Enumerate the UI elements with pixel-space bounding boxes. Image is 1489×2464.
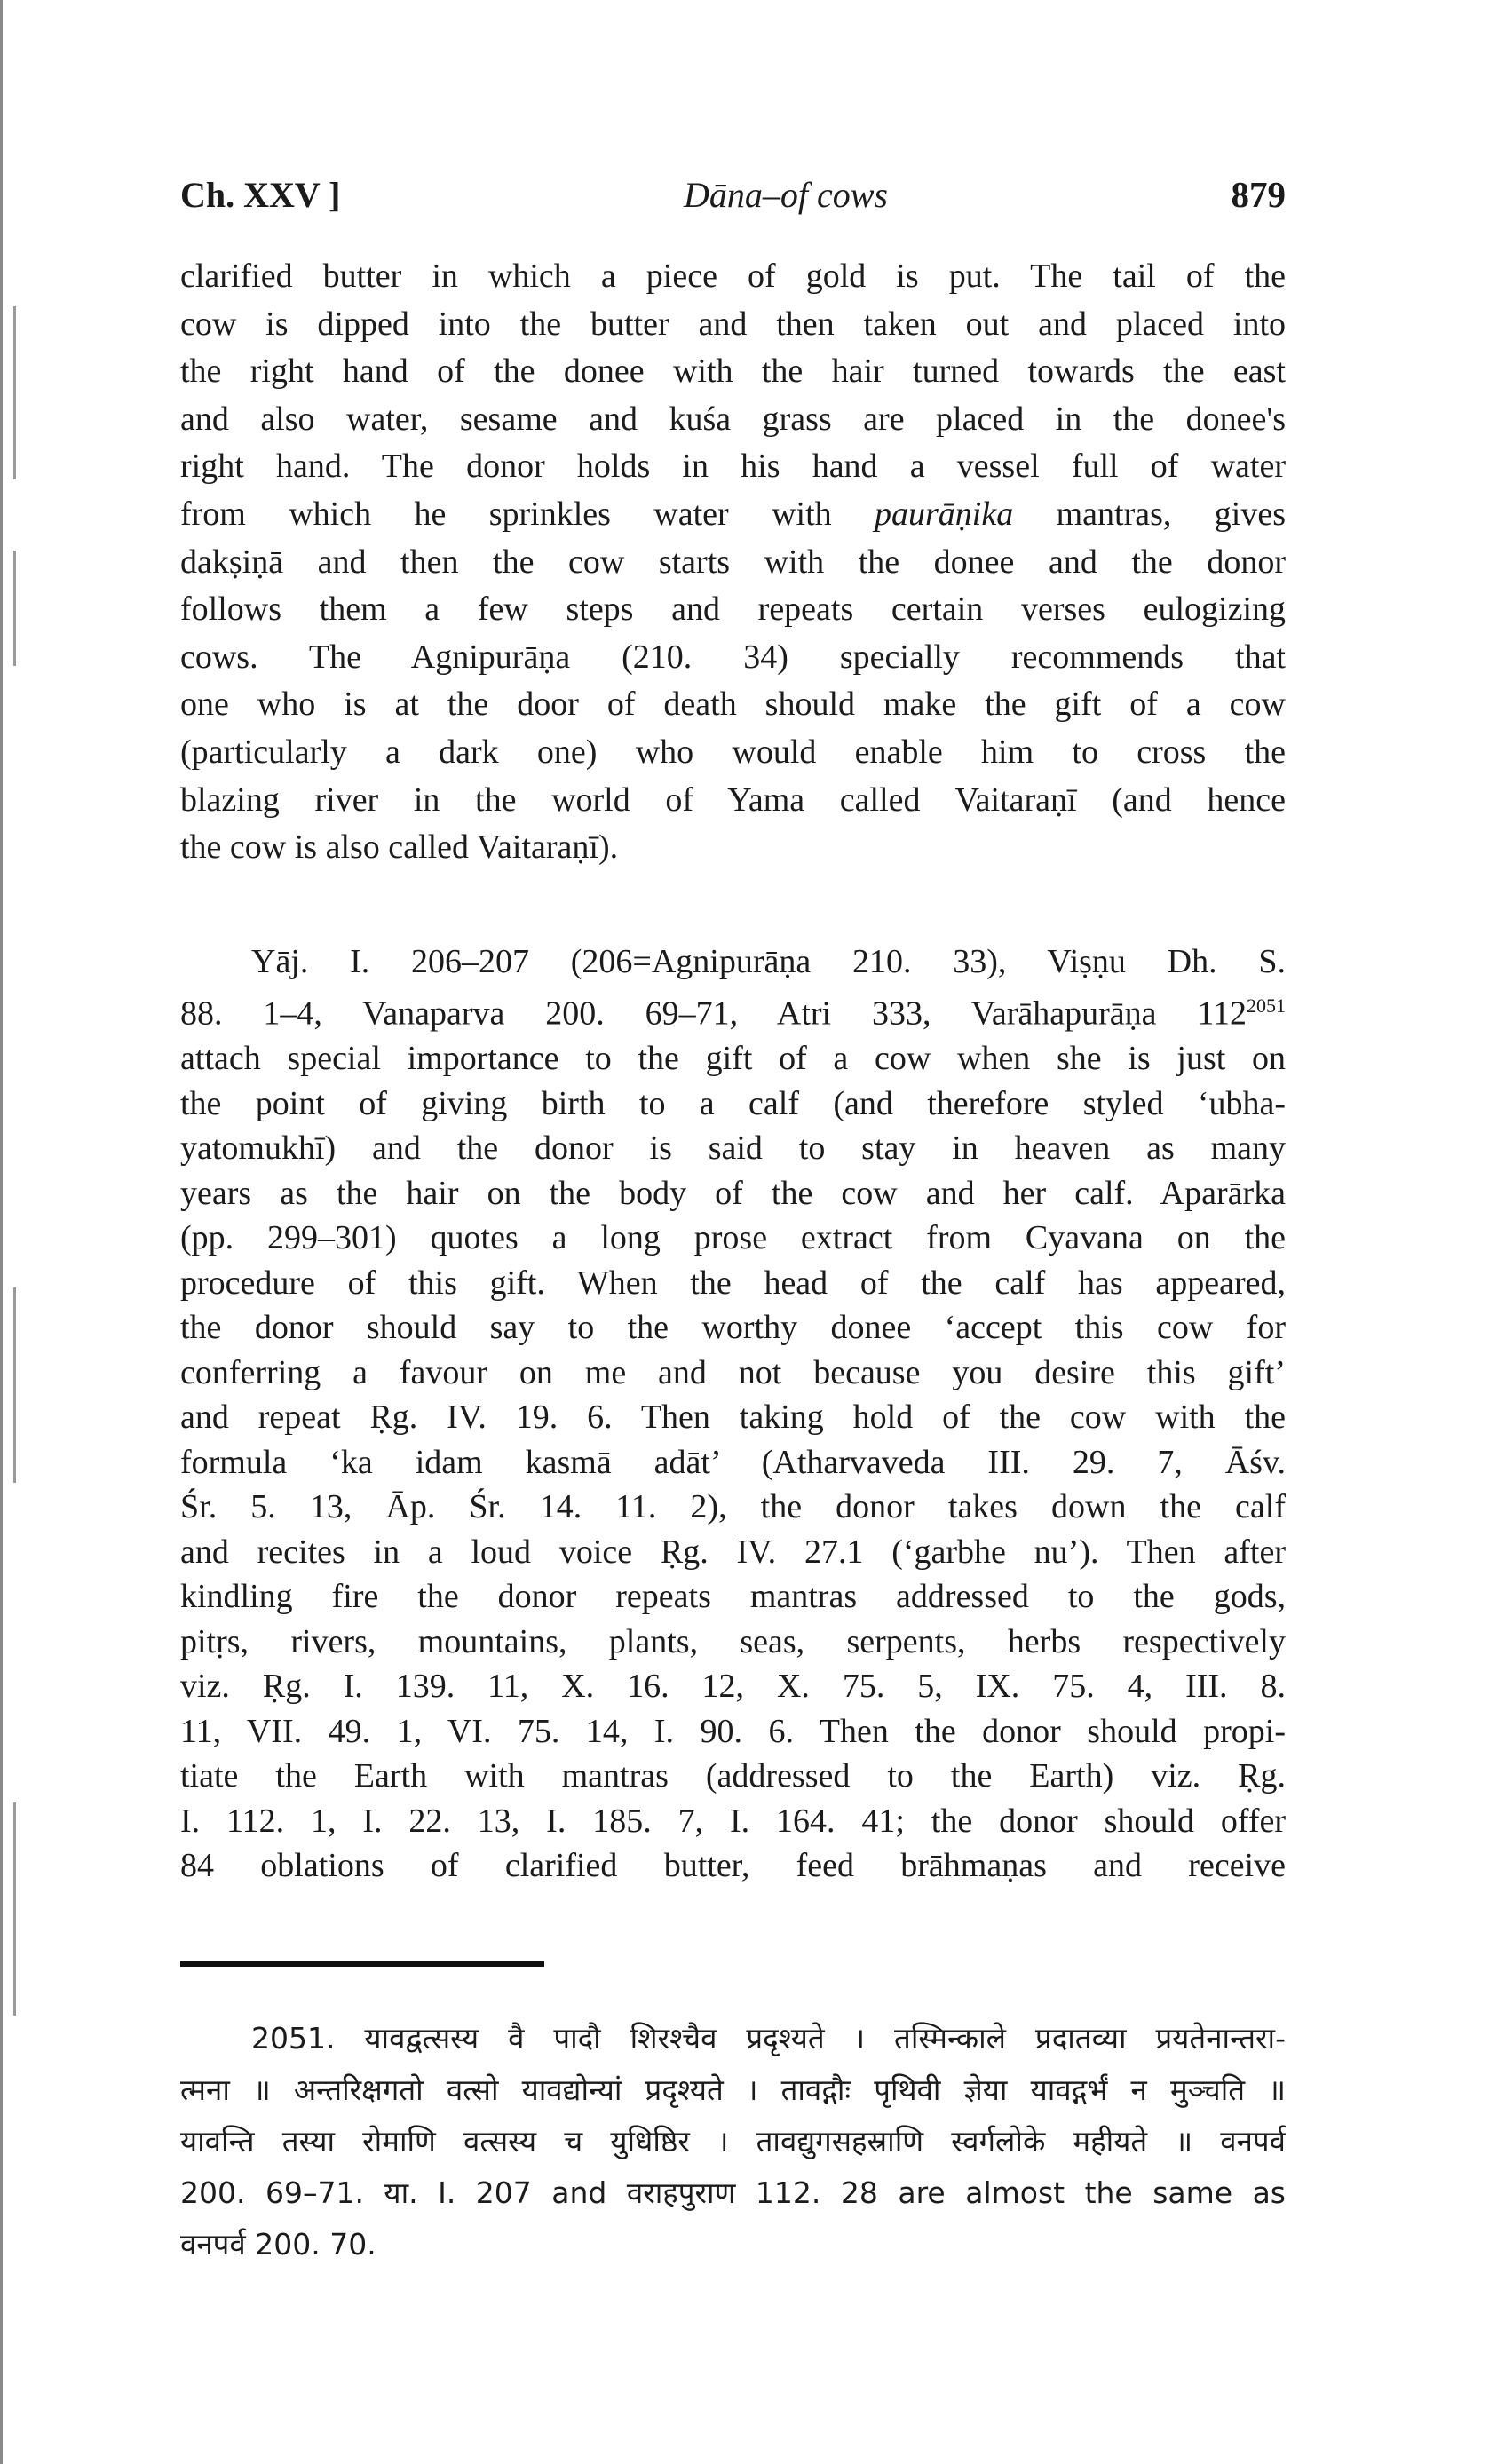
scan-mark (13, 1802, 16, 2016)
text-line: blazing river in the world of Yama called Vaitaraṇī (and hence (180, 780, 1286, 819)
text-line: the right hand of the donee with the hair turned towards the east (180, 353, 1286, 391)
text-line: and also water, sesame and kuśa grass are placed in the donee's (180, 400, 1286, 438)
footnote-line: 2051. यावद्वत्सस्य वै पादौ शिरश्चैव प्रदृश्यते । तस्मिन्काले प्रदातव्या प्रयतेनान्तरा- (251, 2020, 1286, 2056)
page-number: 879 (1231, 174, 1286, 215)
text-line: follows them a few steps and repeats certain verses eulogizing (180, 590, 1286, 629)
footnote-line: यावन्ति तस्या रोमाणि वत्सस्य च युधिष्ठिर । तावद्युगसहस्राणि स्वर्गलोके महीयते ॥ वनपर्व (180, 2123, 1286, 2159)
paragraph-1 (180, 253, 1286, 872)
text-line: clarified butter in which a piece of gold is put. The tail of the (180, 257, 1286, 295)
text-line: cows. The Agnipurāṇa (210. 34) specially recommends that (180, 638, 1286, 676)
book-page (180, 173, 1286, 2270)
text-line: conferring a favour on me and not because you desire this gift’ (180, 1353, 1286, 1391)
text-line: kindling fire the donor repeats mantras addressed to the gods, (180, 1578, 1286, 1616)
chapter-label: Ch. XXV ] (180, 175, 341, 215)
scan-mark (13, 551, 16, 666)
text-line: yatomukhī) and the donor is said to stay in heaven as many (180, 1129, 1286, 1168)
text-line: pitṛs, rivers, mountains, plants, seas, serpents, herbs respectively (180, 1622, 1286, 1660)
running-title: Dāna–of cows (683, 175, 888, 215)
footnote-line: 200. 69–71. या. I. 207 and वराहपुराण 112. 28 are almost the same as (180, 2175, 1286, 2210)
footnote-line: वनपर्व 200. 70. (180, 2226, 376, 2262)
text-segment: 88. 1–4, Vanaparva 200. 69–71, Atri 333, Varāhapurāṇa 112 (180, 994, 1247, 1033)
text-line: attach special importance to the gift of a cow when she is just on (180, 1040, 1286, 1078)
text-line: tiate the Earth with mantras (addressed to the Earth) viz. Ṛg. (180, 1757, 1286, 1795)
text-line: the cow is also called Vaitaraṇī). (180, 828, 619, 867)
text-line: 11, VII. 49. 1, VI. 75. 14, I. 90. 6. Then the donor should propi- (180, 1712, 1286, 1750)
text-line-with-italic (180, 491, 1286, 539)
scan-mark (13, 306, 16, 479)
text-line: and recites in a loud voice Ṛg. IV. 27.1 (‘garbhe nu’). Then after (180, 1533, 1286, 1571)
text-line: dakṣiṇā and then the cow starts with the donee and the donor (180, 543, 1286, 581)
text-segment: mantras, gives (1013, 495, 1286, 533)
text-line: (particularly a dark one) who would enable him to cross the (180, 733, 1286, 771)
text-line: (pp. 299–301) quotes a long prose extract from Cyavana on the (180, 1219, 1286, 1257)
text-line: Śr. 5. 13, Āp. Śr. 14. 11. 2), the donor takes down the calf (180, 1488, 1286, 1526)
paragraph-2 (180, 939, 1286, 1889)
running-header (180, 173, 1286, 226)
text-line: procedure of this gift. When the head of the calf has appeared, (180, 1264, 1286, 1302)
footnote-marker: 2051 (1247, 994, 1286, 1018)
text-line: cow is dipped into the butter and then taken out and placed into (180, 305, 1286, 343)
text-line: Yāj. I. 206–207 (206=Agnipurāṇa 210. 33), Viṣṇu Dh. S. (251, 942, 1286, 980)
italic-term: paurāṇika (875, 495, 1014, 533)
footnote-block (180, 2013, 1286, 2270)
text-line-with-footnote (180, 984, 1286, 1036)
text-segment: from which he sprinkles water with (180, 495, 875, 533)
footnote-divider (180, 1961, 544, 1967)
footnote-line: त्मना ॥ अन्तरिक्षगतो वत्सो यावद्योन्यां प्रदृश्यते । तावद्गौः पृथिवी ज्ञेया यावद्गर्भं न मुञ्चति ॥ (180, 2072, 1286, 2107)
text-line: one who is at the door of death should make the gift of a cow (180, 685, 1286, 724)
text-line: the donor should say to the worthy donee ‘accept this cow for (180, 1309, 1286, 1347)
text-line: formula ‘ka idam kasmā adāt’ (Atharvaveda III. 29. 7, Āśv. (180, 1443, 1286, 1481)
text-line: viz. Ṛg. I. 139. 11, X. 16. 12, X. 75. 5, IX. 75. 4, III. 8. (180, 1668, 1286, 1706)
text-line: the point of giving birth to a calf (and therefore styled ‘ubha- (180, 1084, 1286, 1122)
text-line: right hand. The donor holds in his hand a vessel full of water (180, 448, 1286, 486)
text-line: and repeat Ṛg. IV. 19. 6. Then taking hold of the cow with the (180, 1398, 1286, 1437)
text-line: 84 oblations of clarified butter, feed brāhmaṇas and receive (180, 1847, 1286, 1885)
text-line: years as the hair on the body of the cow and her calf. Aparārka (180, 1174, 1286, 1212)
scan-mark (13, 1287, 16, 1483)
text-line: I. 112. 1, I. 22. 13, I. 185. 7, I. 164. 41; the donor should offer (180, 1802, 1286, 1840)
scan-edge (0, 0, 12, 2464)
